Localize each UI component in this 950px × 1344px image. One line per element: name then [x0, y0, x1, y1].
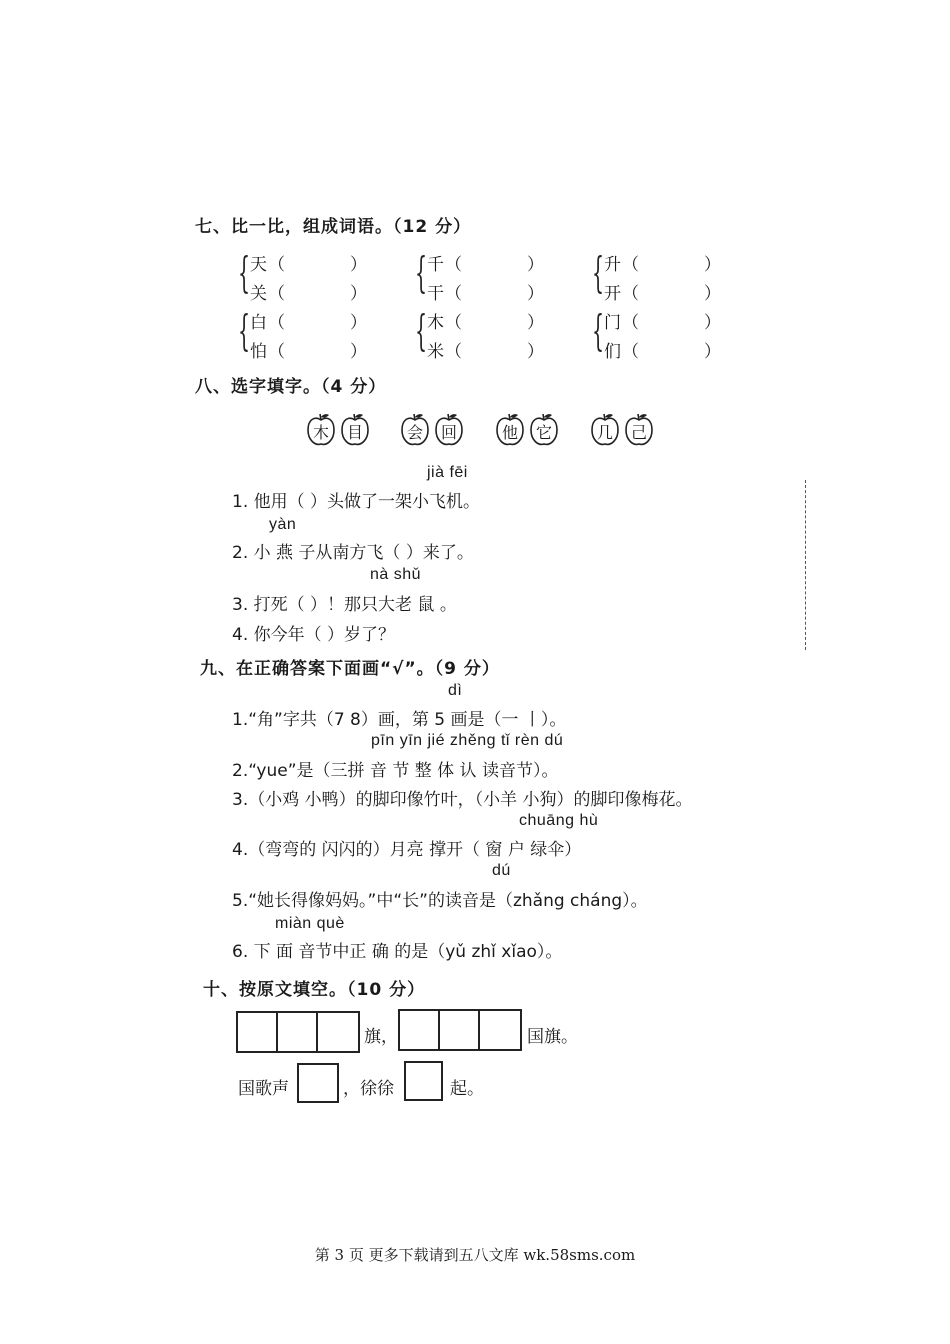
q8-1-text: 1. 他用（ ）头做了一架小飞机。	[232, 492, 481, 512]
apple-char: 木	[312, 423, 329, 442]
fill-text: ，徐徐	[343, 1079, 394, 1099]
brace: {	[415, 306, 428, 355]
open-paren: （	[445, 342, 462, 362]
open-paren: （	[445, 284, 462, 304]
apple-icon	[434, 413, 464, 445]
word-char: 门	[604, 313, 621, 333]
word-char: 白	[250, 313, 267, 333]
close-paren: ）	[527, 284, 544, 304]
q8-2-pinyin: yàn	[269, 516, 297, 533]
apple-char: 他	[501, 423, 518, 442]
word-char: 千	[427, 255, 444, 275]
fill-text: 国旗。	[527, 1027, 578, 1047]
answer-box[interactable]	[236, 1011, 278, 1053]
open-paren: （	[268, 255, 285, 275]
apple-icon	[400, 413, 430, 445]
answer-box[interactable]	[276, 1011, 318, 1053]
q9-5-text: 5.“她长得像妈妈。”中“长”的读音是（zhǎng cháng）。	[232, 891, 648, 911]
brace: {	[592, 248, 605, 297]
q9-2-text: 2.“yue”是（三拼 音 节 整 体 认 读音节）。	[232, 761, 559, 781]
open-paren: （	[268, 342, 285, 362]
open-paren: （	[445, 313, 462, 333]
word-char: 开	[604, 284, 621, 304]
scan-edge-mark	[805, 480, 806, 650]
close-paren: ）	[704, 255, 721, 275]
brace: {	[238, 306, 251, 355]
q9-3-text: 3.（小鸡 小鸭）的脚印像竹叶，（小羊 小狗）的脚印像梅花。	[232, 790, 693, 810]
word-char: 关	[250, 284, 267, 304]
close-paren: ）	[350, 284, 367, 304]
section-10-title: 十、按原文填空。（10 分）	[203, 980, 426, 1000]
q9-4-pinyin: chuāng hù	[519, 812, 599, 829]
q9-6-text: 6. 下 面 音节中正 确 的是（yǔ zhǐ xǐao）。	[232, 942, 563, 962]
section-8-title: 八、选字填字。（4 分）	[195, 377, 387, 397]
close-paren: ）	[350, 255, 367, 275]
open-paren: （	[268, 284, 285, 304]
section-7-title: 七、比一比，组成词语。（12 分）	[195, 217, 472, 237]
answer-box[interactable]	[398, 1009, 440, 1051]
answer-box[interactable]	[438, 1009, 480, 1051]
q9-2-pinyin: pīn yīn jié zhěng tǐ rèn dú	[371, 732, 564, 749]
brace: {	[592, 306, 605, 355]
word-char: 米	[427, 342, 444, 362]
q9-6-pinyin: miàn què	[275, 915, 345, 932]
close-paren: ）	[527, 313, 544, 333]
q8-3-text: 3. 打死（ ）！那只大老 鼠 。	[232, 595, 457, 615]
word-char: 木	[427, 313, 444, 333]
apple-char: 己	[630, 423, 647, 442]
open-paren: （	[445, 255, 462, 275]
fill-text: 起。	[450, 1079, 484, 1099]
q8-2-text: 2. 小 燕 子从南方飞（ ）来了。	[232, 543, 474, 563]
open-paren: （	[622, 255, 639, 275]
q8-3-pinyin: nà shǔ	[370, 566, 422, 583]
apple-icon	[624, 413, 654, 445]
section-9-title: 九、在正确答案下面画“√”。（9 分）	[200, 659, 500, 679]
close-paren: ）	[527, 255, 544, 275]
brace: {	[238, 248, 251, 297]
apple-char: 回	[440, 423, 457, 442]
close-paren: ）	[704, 284, 721, 304]
q8-1-pinyin: jià fēi	[427, 464, 468, 481]
answer-box[interactable]	[404, 1061, 443, 1101]
apple-icon	[590, 413, 620, 445]
apple-char: 几	[596, 423, 613, 442]
answer-box[interactable]	[297, 1063, 339, 1103]
apple-char: 它	[535, 423, 552, 442]
apple-icon	[340, 413, 370, 445]
answer-box[interactable]	[316, 1011, 360, 1053]
word-char: 怕	[250, 342, 267, 362]
apple-char: 会	[406, 423, 423, 442]
open-paren: （	[268, 313, 285, 333]
word-char: 们	[604, 342, 621, 362]
brace: {	[415, 248, 428, 297]
fill-text: 国歌声	[238, 1079, 289, 1099]
q9-1-text: 1.“角”字共（7 8）画，第 5 画是（一 丨）。	[232, 710, 567, 730]
apple-icon	[495, 413, 525, 445]
close-paren: ）	[527, 342, 544, 362]
apple-char: 目	[346, 423, 363, 442]
close-paren: ）	[704, 342, 721, 362]
close-paren: ）	[350, 313, 367, 333]
open-paren: （	[622, 313, 639, 333]
answer-box[interactable]	[478, 1009, 522, 1051]
word-char: 干	[427, 284, 444, 304]
fill-text: 旗，	[364, 1027, 398, 1047]
q8-4-text: 4. 你今年（ ）岁了？	[232, 625, 396, 645]
word-char: 天	[250, 255, 267, 275]
q9-5-pinyin: dú	[492, 862, 511, 879]
q9-4-text: 4.（弯弯的 闪闪的）月亮 撑开（ 窗 户 绿伞）	[232, 840, 582, 860]
page-footer: 第 3 页 更多下载请到五八文库 wk.58sms.com	[314, 1246, 636, 1264]
close-paren: ）	[350, 342, 367, 362]
apple-icon	[306, 413, 336, 445]
open-paren: （	[622, 342, 639, 362]
apple-icon	[529, 413, 559, 445]
q9-1-pinyin: dì	[448, 682, 463, 699]
close-paren: ）	[704, 313, 721, 333]
word-char: 升	[604, 255, 621, 275]
open-paren: （	[622, 284, 639, 304]
